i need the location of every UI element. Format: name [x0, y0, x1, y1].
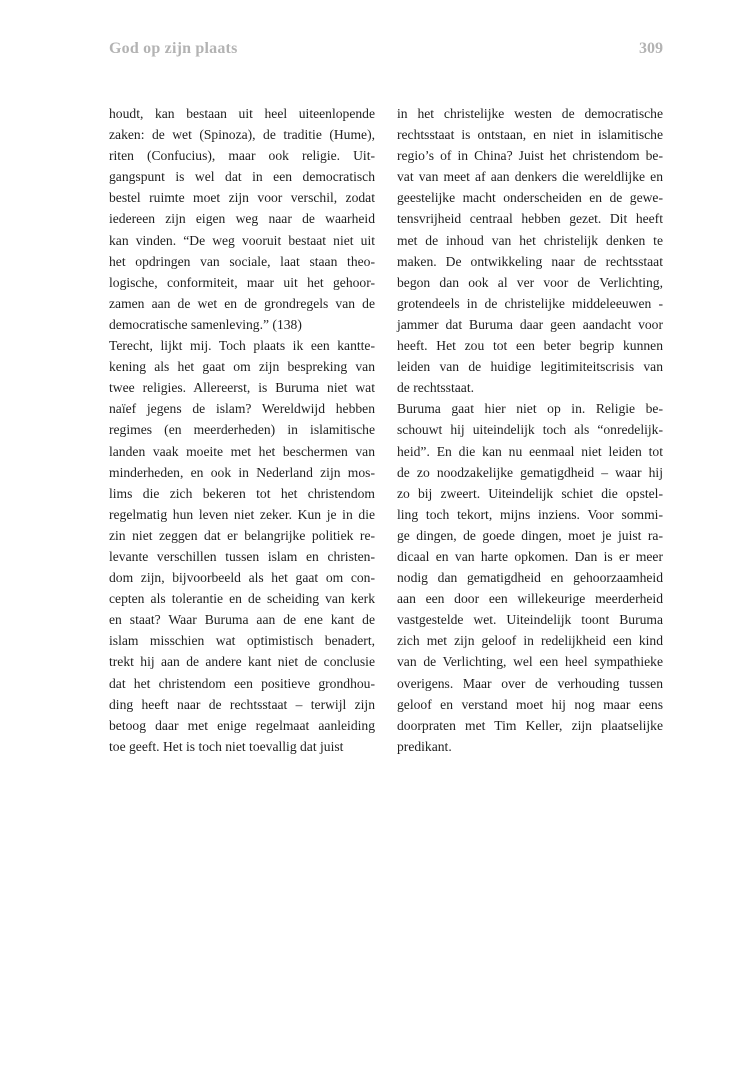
text-line: levante verschillen tussen islam en christen-: [109, 548, 375, 564]
text-line: gangspunt is wel dat in een democratisch: [109, 169, 375, 185]
text-line: minderheden, en ook in Nederland zijn mos-: [109, 464, 375, 480]
text-line: houdt, kan bestaan uit heel uiteenlopende: [109, 106, 375, 121]
text-line: cepten als tolerantie en de scheiding van kerk: [109, 591, 375, 607]
text-line: nodig dan gematigdheid en gehoorzaamheid: [397, 570, 663, 586]
text-line: tensvrijheid centraal hebben gezet. Dit heeft: [397, 211, 663, 227]
text-line: ding heeft naar de rechtsstaat – terwijl zijn: [109, 696, 375, 712]
text-line: regimes (en meerderheden) in islamitische: [109, 422, 375, 438]
text-line: Buruma gaat hier niet op in. Religie be-: [397, 401, 663, 417]
text-line: lims die zich bekeren tot het christendom: [109, 485, 375, 501]
text-line: zamen aan de wet en de grondregels van de: [109, 295, 375, 311]
text-line: rechtsstaat is ontstaan, en niet in islamitische: [397, 127, 663, 143]
text-line: zich met zijn geloof in redelijkheid een kind: [397, 633, 663, 649]
text-line: ge dingen, de goede dingen, moet je juist ra-: [397, 527, 663, 543]
text-line: met de inhoud van het christelijk denken te: [397, 232, 663, 248]
text-line: in het christelijke westen de democratische: [397, 106, 663, 121]
page-number: 309: [639, 40, 663, 57]
text-line: en staat? Waar Buruma aan de ene kant de: [109, 612, 375, 628]
text-line: jammer dat Buruma daar geen aandacht voor: [397, 316, 663, 332]
text-line: trekt hij aan de andere kant niet de conclusie: [109, 654, 375, 670]
right-column: [397, 103, 663, 757]
text-line: het opdringen van sociale, laat staan theo-: [109, 253, 375, 269]
text-line: aan een door een willekeurige meerderheid: [397, 591, 663, 607]
text-line: geestelijke macht onderscheiden en de gewe-: [397, 190, 663, 206]
text-line: zaken: de wet (Spinoza), de traditie (Hume),: [109, 127, 375, 143]
text-line: de rechtsstaat.: [397, 380, 474, 396]
text-line: riten (Confucius), maar ook religie. Uit-: [109, 148, 375, 164]
text-line: zo bij zweert. Uiteindelijk schiet die opstel-: [397, 485, 663, 501]
text-line: dom zijn, bijvoorbeeld als het gaat om con-: [109, 570, 375, 586]
text-line: bestel ruimte moet zijn voor verschil, zodat: [109, 190, 375, 206]
text-line: de zo noodzakelijke gematigdheid – waar hij: [397, 464, 663, 480]
text-line: kan vinden. “De weg vooruit bestaat niet uit: [109, 232, 375, 248]
text-line: leiden van de huidige legitimiteitscrisis van: [397, 359, 663, 375]
text-line: ling toch tekort, mijns inziens. Voor sommi-: [397, 506, 663, 522]
text-line: Terecht, lijkt mij. Toch plaats ik een kantte-: [109, 338, 375, 354]
text-line: iedereen zijn eigen weg naar de waarheid: [109, 211, 375, 227]
text-line: regelmatig hun leven niet zeker. Kun je in die: [109, 506, 375, 522]
running-title: God op zijn plaats: [109, 40, 238, 57]
text-line: toe geeft. Het is toch niet toevallig dat juist: [109, 738, 344, 754]
text-line: democratische samenleving.” (138): [109, 316, 302, 332]
text-line: twee religies. Allereerst, is Buruma niet wat: [109, 380, 375, 396]
text-line: predikant.: [397, 738, 452, 754]
text-line: regio’s of in China? Juist het christendom be-: [397, 148, 663, 164]
text-line: landen vaak moeite met het beschermen van: [109, 443, 375, 459]
text-line: heid”. En die kan nu eenmaal niet leiden tot: [397, 443, 663, 459]
text-line: geloof en verstand moet hij nog maar eens: [397, 696, 663, 712]
text-line: overigens. Maar over de verhouding tussen: [397, 675, 663, 691]
text-line: maken. De ontwikkeling naar de rechtsstaat: [397, 253, 663, 269]
text-line: naïef jegens de islam? Wereldwijd hebben: [109, 401, 375, 417]
text-line: begon dan ook al ver voor de Verlichting,: [397, 274, 663, 290]
text-line: betoog daar met enige regelmaat aanleiding: [109, 717, 375, 733]
text-line: heeft. Het zou tot een beter begrip kunnen: [397, 338, 663, 354]
text-line: kening als het gaat om zijn bespreking van: [109, 359, 375, 375]
text-line: islam misschien wat optimistisch benadert,: [109, 633, 375, 649]
text-line: vat van meet af aan denkers die wereldlijke en: [397, 169, 663, 185]
left-column: [109, 103, 375, 757]
text-line: logische, conformiteit, maar uit het gehoor-: [109, 274, 375, 290]
text-line: grotendeels in de christelijke middeleeuwen -: [397, 295, 663, 311]
text-line: schouwt hij uiteindelijk toch als “onredelijk-: [397, 422, 663, 438]
text-line: dicaal en van harte opkomen. Dan is er meer: [397, 548, 663, 564]
text-line: dat het christendom een positieve grondhou-: [109, 675, 375, 691]
text-line: doorpraten met Tim Keller, zijn plaatselijke: [397, 717, 663, 733]
text-line: van de Verlichting, wel een heel sympathieke: [397, 654, 663, 670]
text-line: vastgestelde wet. Uiteindelijk toont Buruma: [397, 612, 663, 628]
text-line: zin niet zeggen dat er belangrijke politiek re-: [109, 527, 375, 543]
